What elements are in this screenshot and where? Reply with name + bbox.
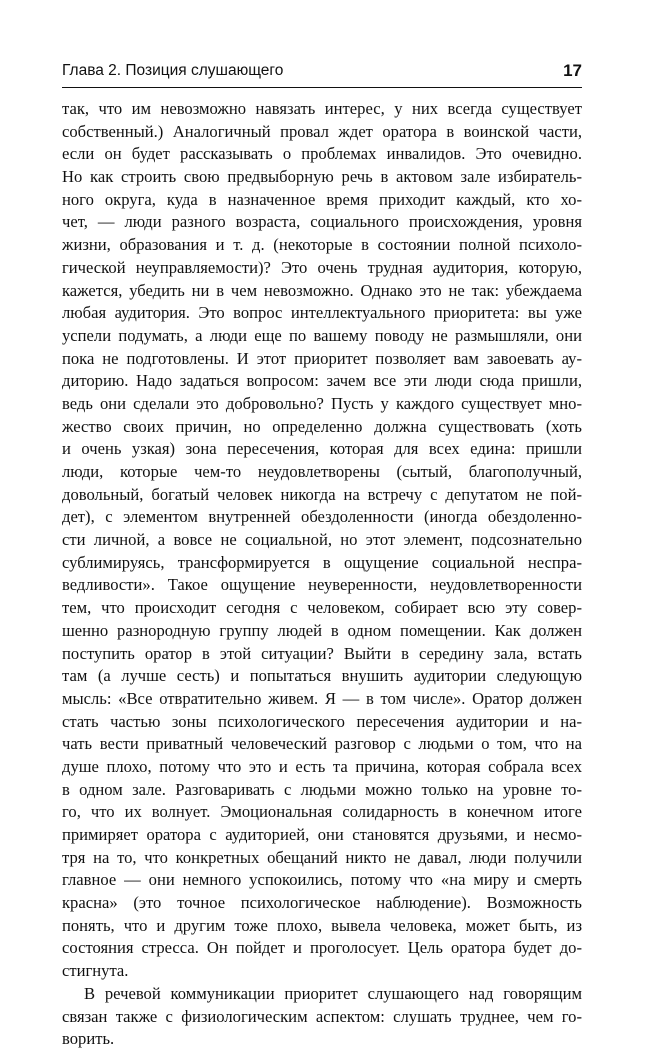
text-line: диторию. Надо задаться вопросом: зачем все эти люди сюда пришли, (62, 371, 582, 391)
text-line: понять, что и другим тоже плохо, вывела человека, может быть, из (62, 915, 582, 935)
text-line: тем, что происходит сегодня с человеком, собирает всю эту совер- (62, 598, 582, 618)
paragraph (62, 983, 582, 1051)
text-line: состояния стресса. Он пойдет и проголосует. Цель оратора будет до- (62, 938, 582, 958)
paragraph (62, 98, 582, 983)
text-line: любая аудитория. Это вопрос интеллектуального приоритета: вы уже (62, 303, 582, 323)
text-line: успели подумать, а люди еще по вашему поводу не размышляли, они (62, 325, 582, 345)
text-line: В речевой коммуникации приоритет слушающего над говорящим (84, 983, 582, 1003)
text-line: примиряет оратора с аудиторией, они становятся друзьями, и несмо- (62, 825, 582, 844)
text-line: и очень узкая) зона пересечения, которая для всех едина: пришли (62, 439, 582, 459)
text-line: пока не подготовлены. И этот приоритет позволяет вам завоевать ау- (62, 348, 582, 368)
text-line: сти личной, а вовсе не социальной, но этот элемент, подсознательно (62, 530, 582, 550)
chapter-title: Глава 2. Позиция слушающего (62, 62, 284, 79)
text-line: чет, — люди разного возраста, социального происхождения, уровня (62, 212, 582, 232)
text-line: люди, которые чем-то неудовлетворены (сытый, благополучный, (62, 462, 582, 481)
page-number: 17 (563, 61, 582, 80)
text-line: там (а лучше сесть) и попытаться внушить аудитории следующую (62, 666, 582, 686)
text-line: если он будет рассказывать о проблемах инвалидов. Это очевидно. (62, 144, 582, 164)
body-text (62, 98, 582, 1051)
header-rule (62, 87, 582, 88)
text-line: чать вести приватный человеческий разговор с людьми о том, что на (62, 734, 582, 754)
text-line: жизни, образования и т. д. (некоторые в состоянии полной психоло- (62, 235, 582, 255)
text-line: сублимируясь, трансформируется в ощущение социальной неспра- (62, 552, 582, 572)
text-line: ворить. (62, 1029, 115, 1049)
running-header (62, 60, 582, 82)
text-line: главное — они немного успокоились, потому что «на миру и смерть (62, 870, 582, 890)
text-line: гической неуправляемости)? Это очень трудная аудитория, которую, (62, 257, 582, 277)
text-line: довольный, богатый человек никогда на встречу с депутатом не пой- (62, 484, 582, 504)
text-line: дет), с элементом внутренней обездоленности (иногда обездоленно- (62, 507, 582, 527)
text-line: Но как строить свою предвыборную речь в актовом зале избиратель- (62, 167, 582, 187)
text-line: ведь они сделали это добровольно? Пусть у каждого существует мно- (62, 393, 582, 413)
text-line: го, что их волнует. Эмоциональная солидарность в конечном итоге (62, 802, 582, 822)
text-line: мысль: «Все отвратительно живем. Я — в том числе». Оратор должен (62, 688, 582, 708)
text-line: красна» (это точное психологическое наблюдение). Возможность (62, 893, 582, 913)
text-line: стигнута. (62, 961, 129, 981)
text-line: жество своих причин, но определенно должна существовать (хоть (62, 416, 582, 436)
text-line: кажется, убедить ни в чем невозможно. Однако это не так: убеждаема (62, 280, 582, 300)
text-line: ведливости». Такое ощущение неуверенности, неудовлетворенности (62, 575, 582, 595)
text-line: стать частью зоны психологического пересечения аудитории и на- (62, 711, 582, 731)
text-line: тря на то, что конкретных обещаний никто не давал, люди получили (62, 847, 582, 867)
text-line: так, что им невозможно навязать интерес, у них всегда существует (62, 99, 582, 118)
text-line: связан также с физиологическим аспектом: слушать труднее, чем го- (62, 1006, 582, 1026)
text-line: в одном зале. Разговаривать с людьми можно только на уровне то- (62, 779, 582, 799)
text-line: душе плохо, потому что это и есть та причина, которая собрала всех (62, 756, 582, 776)
text-line: поступить оратор в этой ситуации? Выйти в середину зала, встать (62, 643, 582, 663)
text-line: собственный.) Аналогичный провал ждет оратора в воинской части, (62, 121, 582, 141)
text-line: шенно разнородную группу людей в одном помещении. Как должен (62, 620, 582, 640)
text-line: ного округа, куда в назначенное время приходит каждый, кто хо- (62, 189, 582, 209)
